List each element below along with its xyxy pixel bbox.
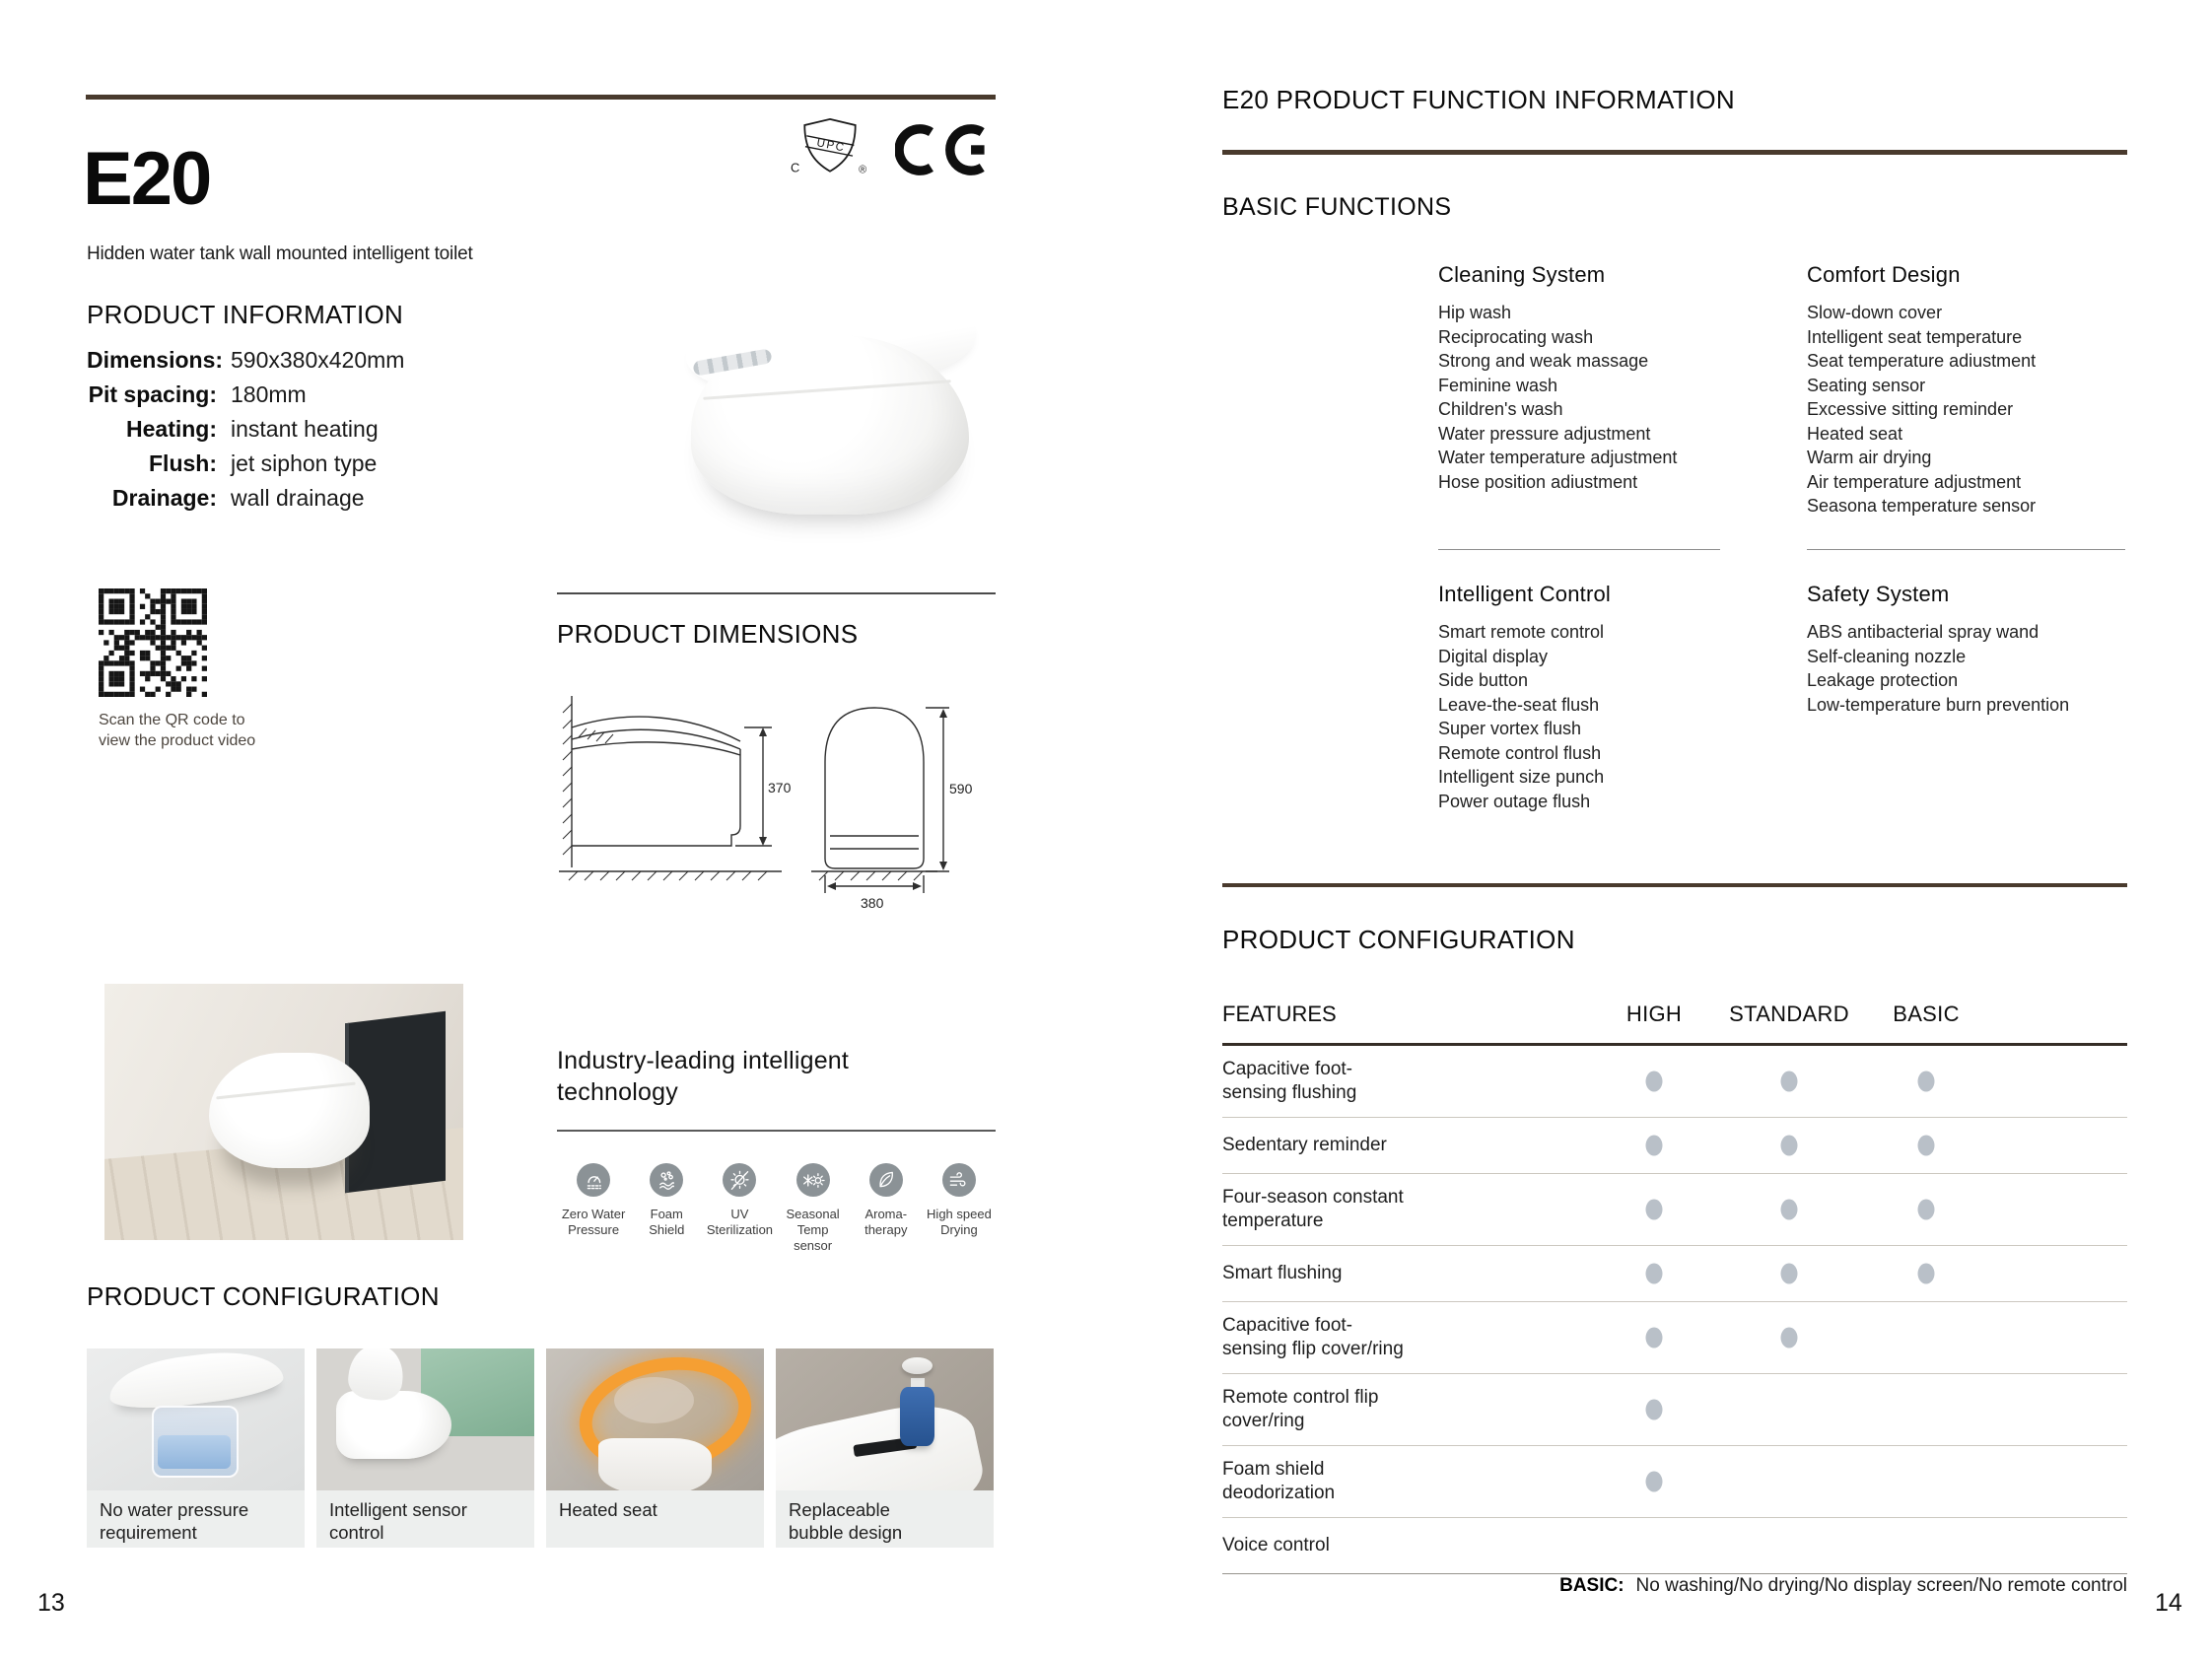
blue-bottle-cartridge (776, 1348, 994, 1490)
table-row (1222, 1446, 2127, 1518)
included-dot (1918, 1200, 1935, 1220)
function-group-title: Cleaning System (1438, 262, 1606, 287)
ce-mark-icon (895, 122, 994, 177)
function-item: Power outage flush (1438, 791, 1591, 811)
spec-value: 590x380x420mm (231, 347, 405, 373)
table-row (1222, 1046, 2127, 1118)
right-product-configuration-title: PRODUCT CONFIGURATION (1222, 925, 1575, 954)
technology-item (777, 1163, 850, 1254)
certification-marks (787, 114, 994, 179)
function-item: Super vortex flush (1438, 719, 1582, 738)
column-standard: STANDARD (1729, 1002, 1849, 1026)
function-item: Heated seat (1807, 423, 1903, 444)
wall-hung-toilet (209, 1053, 371, 1168)
technology-item-label: Zero Water Pressure (561, 1207, 626, 1237)
spec-value: instant heating (231, 416, 379, 442)
card-caption: Replaceable bubble design (776, 1490, 994, 1548)
spec-value: 180mm (231, 381, 307, 407)
function-item: Seasona temperature sensor (1807, 496, 2037, 516)
spec-label: Drainage: (111, 485, 217, 511)
function-item: Water temperature adjustment (1438, 448, 1678, 467)
included-dot (1646, 1472, 1663, 1492)
column-features: FEATURES (1222, 1002, 1337, 1026)
spec-label: Dimensions: (87, 347, 224, 373)
seasonal-temp-sensor-icon (796, 1163, 830, 1197)
left-page-top-rule (86, 95, 996, 100)
function-group-cleaning-system (1438, 262, 1754, 494)
card-caption: Intelligent sensor control (316, 1490, 534, 1548)
feature-name: Foam shield deodorization (1222, 1459, 1336, 1503)
included-dot (1918, 1136, 1935, 1156)
technology-item-label: Seasonal Temp sensor (786, 1207, 840, 1253)
technology-item-label: UV Sterilization (706, 1207, 774, 1237)
configuration-card-row (87, 1348, 994, 1548)
foam-shield-icon (650, 1163, 683, 1197)
technology-item (703, 1163, 776, 1254)
included-dot (1781, 1071, 1798, 1092)
right-page-header: E20 PRODUCT FUNCTION INFORMATION (1222, 85, 1735, 114)
transparent-tank-with-blue-water (87, 1348, 305, 1490)
function-item: Intelligent seat temperature (1807, 326, 2023, 347)
function-list (1438, 620, 1754, 813)
table-row (1222, 1302, 2127, 1374)
installation-photo (104, 984, 463, 1240)
function-item: Side button (1438, 670, 1529, 690)
product-dimensions-title: PRODUCT DIMENSIONS (557, 619, 859, 649)
qr-block (99, 588, 325, 751)
included-dot (1646, 1264, 1663, 1284)
function-item: Self-cleaning nozzle (1807, 646, 1967, 666)
included-dot (1646, 1400, 1663, 1420)
function-list (1807, 620, 2132, 717)
left-product-configuration-title: PRODUCT CONFIGURATION (87, 1281, 440, 1311)
dim-front-width-label: 380 (861, 895, 884, 911)
spec-row (87, 485, 404, 511)
spec-list (87, 347, 404, 519)
function-item: Intelligent size punch (1438, 767, 1605, 787)
included-dot (1646, 1200, 1663, 1220)
function-item: Leave-the-seat flush (1438, 694, 1600, 715)
function-item: Smart remote control (1438, 622, 1605, 642)
feature-name: Remote control flip cover/ring (1222, 1387, 1379, 1431)
feature-name: Voice control (1222, 1535, 1330, 1555)
spec-value: wall drainage (231, 485, 365, 511)
included-dot (1781, 1328, 1798, 1348)
spec-row (87, 450, 404, 476)
registered-symbol: ® (859, 164, 867, 176)
function-item: Reciprocating wash (1438, 326, 1594, 347)
configuration-table-header (1222, 1002, 2127, 1045)
feature-name: Capacitive foot- sensing flip cover/ring (1222, 1315, 1404, 1359)
function-item: Leakage protection (1807, 670, 1959, 690)
basic-functions-title: BASIC FUNCTIONS (1222, 193, 1452, 221)
qr-code (99, 588, 207, 697)
technology-item (923, 1163, 996, 1254)
model-title: E20 (83, 137, 211, 221)
function-group-comfort-design (1807, 262, 2132, 518)
function-item: Seat temperature adiustment (1807, 351, 2037, 371)
feature-name: Smart flushing (1222, 1263, 1343, 1283)
function-item: Children's wash (1438, 399, 1563, 419)
function-item: Hose position adiustment (1438, 471, 1638, 492)
table-row (1222, 1118, 2127, 1174)
page-number-left: 13 (37, 1589, 65, 1617)
column-high: HIGH (1625, 1002, 1683, 1026)
function-group-title: Safety System (1807, 582, 1950, 606)
column-basic: BASIC (1893, 1002, 1960, 1026)
page-number-right: 14 (2155, 1589, 2182, 1617)
model-subtitle: Hidden water tank wall mounted intelligent toilet (87, 243, 473, 264)
function-item: Excessive sitting reminder (1807, 399, 2014, 419)
function-item: Slow-down cover (1807, 303, 1943, 322)
technology-item-label: Aroma- therapy (864, 1207, 908, 1237)
dim-front-height-label: 590 (949, 781, 973, 796)
configuration-card (316, 1348, 534, 1548)
dimensions-rule (557, 592, 996, 594)
included-dot (1781, 1200, 1798, 1220)
configuration-card (776, 1348, 994, 1548)
footnote-label: BASIC (1559, 1575, 1619, 1596)
uv-sterilization-icon (723, 1163, 756, 1197)
feature-name: Four-season constant temperature (1222, 1187, 1404, 1231)
table-row (1222, 1374, 2127, 1446)
function-item: Air temperature adjustment (1807, 471, 2022, 492)
function-group-title: Comfort Design (1807, 262, 1961, 287)
function-item: Digital display (1438, 646, 1549, 666)
right-page-top-rule (1222, 150, 2127, 155)
glowing-orange-seat-ring (546, 1348, 764, 1490)
spec-label: Heating: (126, 416, 217, 442)
function-group-safety-system (1807, 582, 2132, 717)
configuration-table-body (1222, 1046, 2127, 1574)
function-group-intelligent-control (1438, 582, 1754, 813)
technology-item-label: Foam Shield (649, 1207, 685, 1237)
table-row (1222, 1518, 2127, 1574)
function-list (1438, 301, 1754, 494)
technology-title: Industry-leading intelligent technology (557, 1047, 850, 1106)
group-divider-right (1807, 549, 2125, 550)
included-dot (1918, 1071, 1935, 1092)
feature-name: Sedentary reminder (1222, 1135, 1387, 1155)
spec-row (87, 416, 404, 442)
technology-rule (557, 1130, 996, 1132)
technology-item-label: High speed Drying (927, 1207, 992, 1237)
function-item: Strong and weak massage (1438, 351, 1649, 371)
function-item: ABS antibacterial spray wand (1807, 622, 2039, 642)
upc-prefix: C (791, 160, 800, 175)
product-render-photo (685, 264, 991, 532)
cupc-shield-icon (787, 114, 873, 179)
function-item: Water pressure adjustment (1438, 423, 1651, 444)
included-dot (1646, 1071, 1663, 1092)
included-dot (1646, 1328, 1663, 1348)
table-row (1222, 1174, 2127, 1246)
qr-caption: Scan the QR code to view the product video (99, 712, 256, 749)
wall-hung-toilet-open-lid (316, 1348, 534, 1490)
function-item: Feminine wash (1438, 375, 1558, 395)
aromatherapy-leaf-icon (869, 1163, 903, 1197)
included-dot (1646, 1136, 1663, 1156)
footnote-text: No washing/No drying/No display screen/No remote control (1635, 1575, 2127, 1596)
spec-label: Flush: (149, 450, 217, 476)
group-divider-left (1438, 549, 1720, 550)
feature-name: Capacitive foot- sensing flushing (1222, 1059, 1357, 1103)
function-group-title: Intelligent Control (1438, 582, 1612, 606)
product-information-title: PRODUCT INFORMATION (87, 300, 404, 329)
high-speed-drying-icon (942, 1163, 976, 1197)
function-item: Hip wash (1438, 303, 1512, 322)
upc-shield-text: UPC (815, 137, 847, 155)
technology-icon-row (557, 1163, 996, 1254)
function-item: Warm air drying (1807, 448, 1932, 467)
function-item: Seating sensor (1807, 375, 1926, 395)
function-list (1807, 301, 2132, 518)
card-caption: Heated seat (546, 1490, 764, 1548)
basic-footnote: BASIC: No washing/No drying/No display screen/No remote control (1559, 1575, 2127, 1596)
configuration-card (546, 1348, 764, 1548)
technology-item (630, 1163, 703, 1254)
water-pressure-gauge-icon (577, 1163, 610, 1197)
card-caption: No water pressure requirement (87, 1490, 305, 1548)
table-row (1222, 1246, 2127, 1302)
dimension-diagram (557, 688, 996, 917)
technology-item (850, 1163, 923, 1254)
included-dot (1918, 1264, 1935, 1284)
included-dot (1781, 1264, 1798, 1284)
spec-row (87, 381, 404, 407)
included-dot (1781, 1136, 1798, 1156)
dim-side-height-label: 370 (768, 780, 792, 795)
spec-row (87, 347, 404, 373)
configuration-card (87, 1348, 305, 1548)
spec-value: jet siphon type (231, 450, 378, 476)
technology-item (557, 1163, 630, 1254)
function-item: Low-temperature burn prevention (1807, 694, 2070, 715)
function-item: Remote control flush (1438, 742, 1602, 763)
configuration-section-rule (1222, 883, 2127, 887)
spec-label: Pit spacing: (88, 381, 217, 407)
